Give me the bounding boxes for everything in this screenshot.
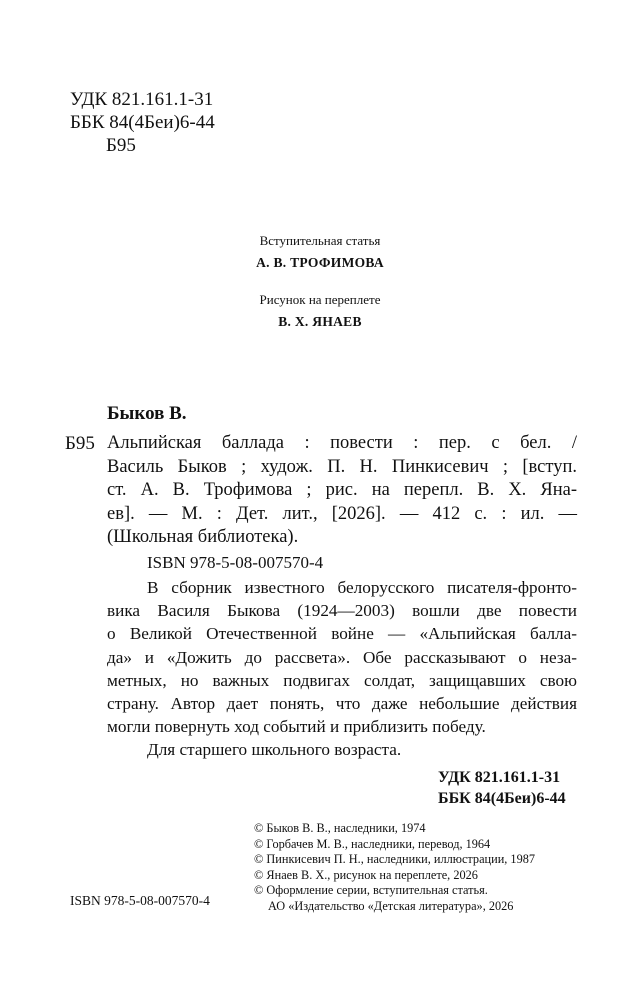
description-line: Альпийская баллада : повести : пер. с бел. /: [107, 433, 577, 453]
age-rating: Для старшего школьного возраста.: [147, 740, 402, 760]
annotation-line: страну. Автор дает понять, что даже небольшие действия: [107, 694, 577, 714]
classification-codes-bottom: [438, 767, 566, 809]
catalog-author: Быков В.: [107, 403, 187, 424]
intro-credit: [0, 233, 640, 272]
annotation-line: да» и «Дожить до рассвета». Обе рассказывают о неза-: [107, 647, 577, 667]
bbk-code-bottom: ББК 84(4Беи)6-44: [438, 790, 566, 807]
copyright-line: © Горбачев М. В., наследники, перевод, 1964: [254, 836, 491, 851]
description-line: Василь Быков ; худож. П. Н. Пинкисевич ; [вступ.: [107, 456, 577, 477]
description-line: ев]. — М. : Дет. лит., [2026]. — 412 с. : ил. —: [107, 503, 577, 524]
author-mark: Б95: [106, 135, 136, 156]
isbn-bottom: ISBN 978-5-08-007570-4: [70, 893, 210, 908]
classification-codes-top: [70, 88, 215, 157]
annotation-line: о Великой Отечественной войне — «Альпийская балла-: [107, 624, 577, 644]
catalog-author-mark: Б95: [65, 433, 95, 454]
copyright-line: © Пинкисевич П. Н., наследники, иллюстрации, 1987: [254, 852, 536, 866]
description-line: (Школьная библиотека).: [107, 527, 299, 547]
annotation-line: В сборник известного белорусского писателя-фронто-: [147, 578, 577, 597]
description-line: ст. А. В. Трофимова ; рис. на перепл. В. Х. Яна-: [107, 480, 577, 500]
cover-art-caption: Рисунок на переплете: [259, 292, 381, 307]
annotation-line: вика Василя Быкова (1924—2003) вошли две повести: [107, 601, 577, 621]
copyright-block: [254, 821, 535, 914]
udk-code-bottom: УДК 821.161.1-31: [438, 769, 561, 786]
copyright-line: © Быков В. В., наследники, 1974: [254, 821, 426, 835]
annotation-line: метных, но важных подвигах солдат, защищавших свою: [107, 670, 577, 690]
catalog-description: [107, 432, 577, 550]
udk-code: УДК 821.161.1-31: [70, 89, 214, 110]
copyright-line: © Янаев В. Х., рисунок на переплете, 2026: [254, 867, 478, 882]
intro-caption: Вступительная статья: [259, 233, 381, 248]
copyright-publisher: АО «Издательство «Детская литература», 2026: [268, 898, 514, 913]
cover-art-credit: [0, 292, 640, 331]
catalog-isbn: ISBN 978-5-08-007570-4: [147, 553, 324, 572]
bbk-code: ББК 84(4Беи)6-44: [70, 112, 215, 133]
annotation: [107, 576, 577, 762]
copyright-line: © Оформление серии, вступительная статья.: [254, 883, 488, 897]
intro-author: А. В. ТРОФИМОВА: [256, 255, 384, 270]
annotation-line: могли повернуть ход событий и приблизить победу.: [107, 717, 486, 737]
cover-art-artist: В. Х. ЯНАЕВ: [278, 314, 362, 329]
